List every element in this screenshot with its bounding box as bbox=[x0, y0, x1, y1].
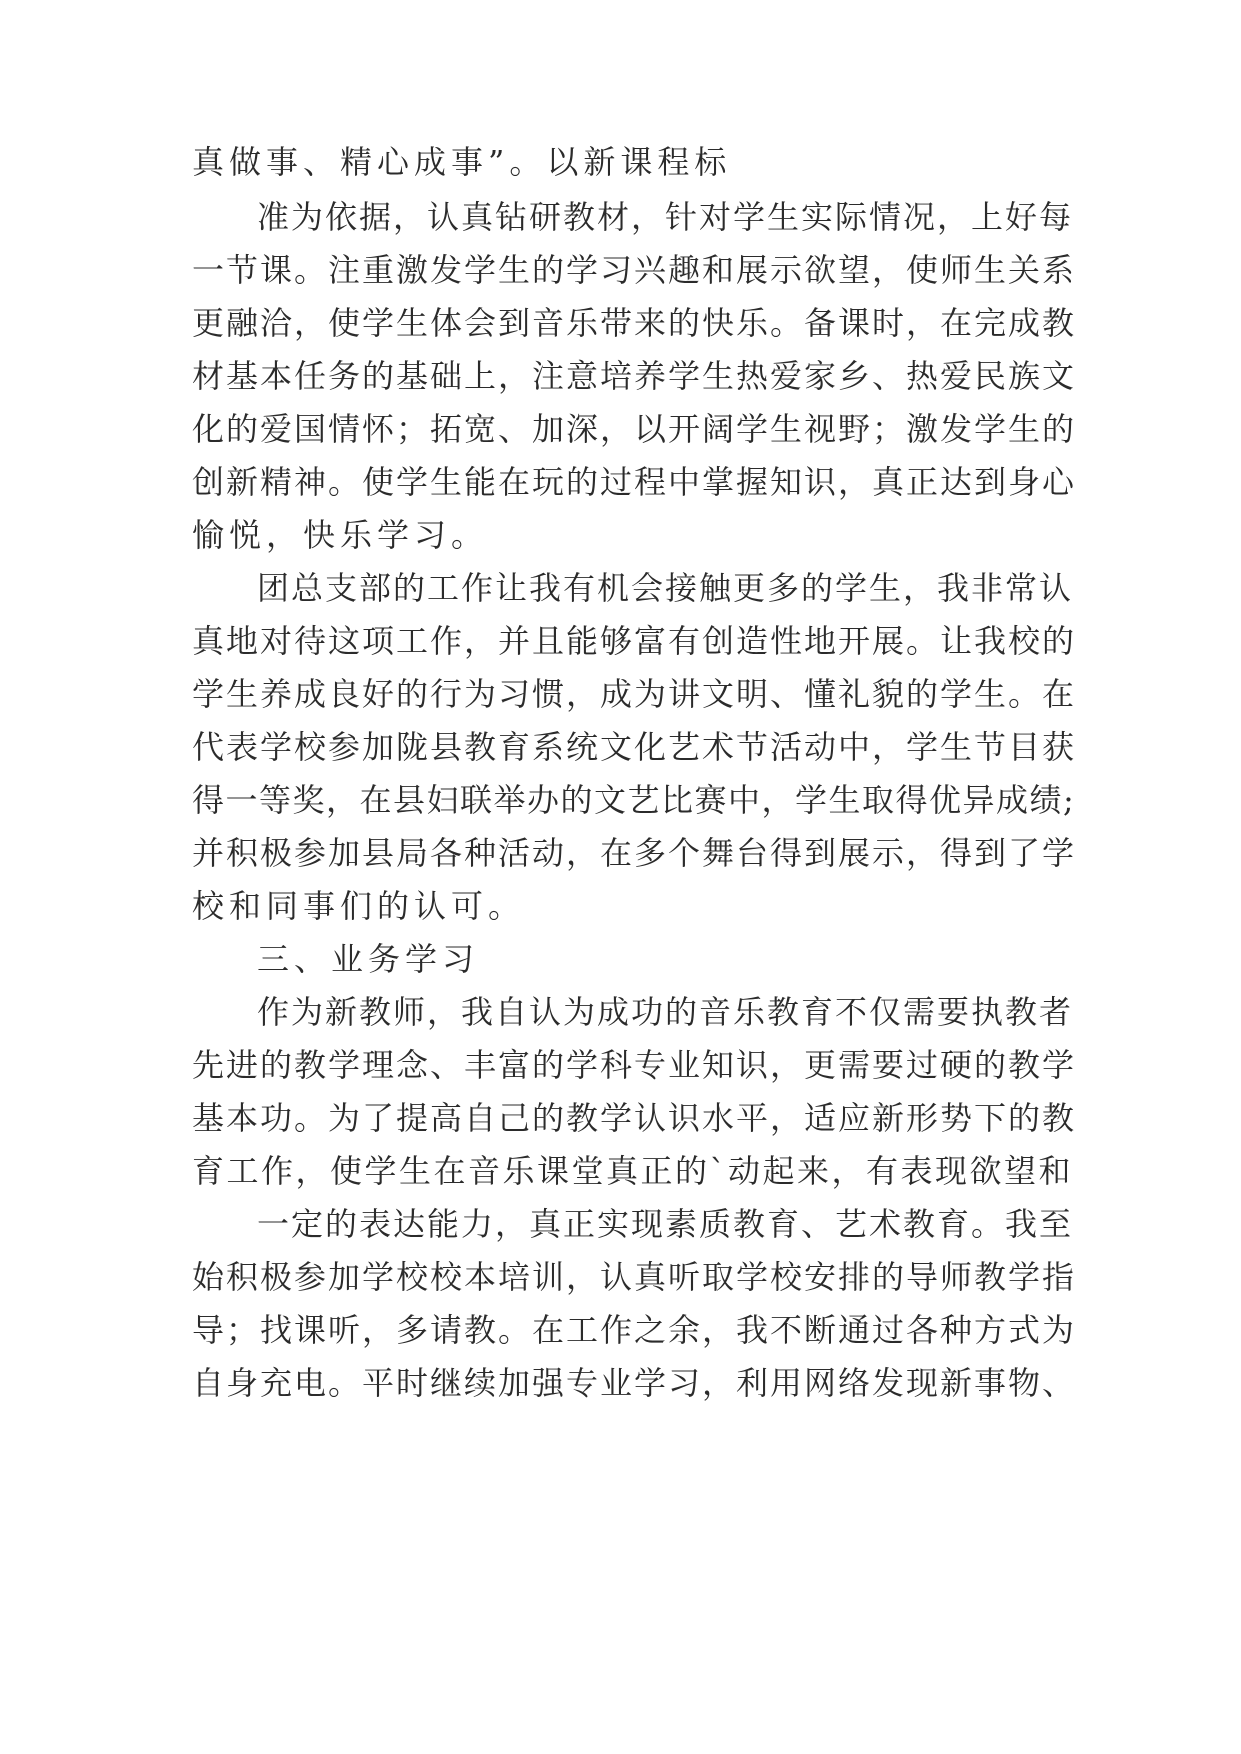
text-line: 准为依据，认真钻研教材，针对学生实际情况，上好每 bbox=[257, 198, 1074, 236]
text-line: 代表学校参加陇县教育系统文化艺术节活动中，学生节目获 bbox=[192, 728, 1077, 766]
text-line: 先进的教学理念、丰富的学科专业知识，更需要过硬的教学 bbox=[192, 1046, 1077, 1084]
text-line: 真地对待这项工作，并且能够富有创造性地开展。让我校的 bbox=[192, 622, 1077, 660]
text-line: 校和同事们的认可。 bbox=[192, 887, 526, 925]
text-line: 创新精神。使学生能在玩的过程中掌握知识，真正达到身心 bbox=[192, 463, 1077, 501]
text-line: 一节课。注重激发学生的学习兴趣和展示欲望，使师生关系 bbox=[192, 251, 1077, 289]
text-line: 更融洽，使学生体会到音乐带来的快乐。备课时，在完成教 bbox=[192, 304, 1077, 342]
section-heading: 三、业务学习 bbox=[257, 940, 480, 978]
text-line: 作为新教师，我自认为成功的音乐教育不仅需要执教者 bbox=[257, 993, 1074, 1031]
text-line: 真做事、精心成事”。以新课程标 bbox=[192, 143, 732, 181]
text-line: 学生养成良好的行为习惯，成为讲文明、懂礼貌的学生。在 bbox=[192, 675, 1077, 713]
text-line: 并积极参加县局各种活动，在多个舞台得到展示，得到了学 bbox=[192, 834, 1077, 872]
text-line: 自身充电。平时继续加强专业学习，利用网络发现新事物、 bbox=[192, 1364, 1077, 1402]
text-line: 始积极参加学校校本培训，认真听取学校安排的导师教学指 bbox=[192, 1258, 1077, 1296]
text-line: 育工作，使学生在音乐课堂真正的`动起来，有表现欲望和 bbox=[192, 1152, 1074, 1190]
text-line: 导；找课听，多请教。在工作之余，我不断通过各种方式为 bbox=[192, 1311, 1077, 1349]
text-line: 一定的表达能力，真正实现素质教育、艺术教育。我至 bbox=[257, 1205, 1074, 1243]
text-line: 基本功。为了提高自己的教学认识水平，适应新形势下的教 bbox=[192, 1099, 1077, 1137]
text-line: 化的爱国情怀；拓宽、加深，以开阔学生视野；激发学生的 bbox=[192, 410, 1077, 448]
text-line: 得一等奖，在县妇联举办的文艺比赛中，学生取得优异成绩; bbox=[192, 781, 1076, 819]
text-line: 愉悦，快乐学习。 bbox=[192, 516, 489, 554]
text-line: 团总支部的工作让我有机会接触更多的学生，我非常认 bbox=[257, 569, 1074, 607]
text-line: 材基本任务的基础上，注意培养学生热爱家乡、热爱民族文 bbox=[192, 357, 1077, 395]
